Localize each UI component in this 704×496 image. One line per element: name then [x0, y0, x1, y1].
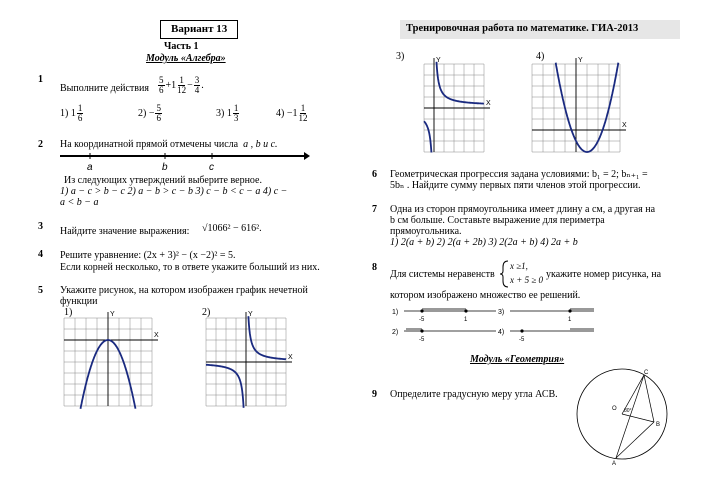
x-axis-label: X [288, 354, 293, 361]
q1-option: 3) 1 $\frac{1}{3}$ [216, 103, 239, 123]
q6-text: Геометрическая прогрессия задана условиями: b₁ = 2; bₙ₊₁ = [390, 169, 648, 180]
svg-text:1: 1 [568, 317, 572, 323]
q7-text-cont: b см больше. Составьте выражение для периметра [390, 215, 605, 226]
q8-text-cont: котором изображено множество ее решений. [390, 290, 581, 301]
svg-text:A: A [612, 461, 617, 467]
y-axis-label: Y [436, 57, 441, 64]
q7-text: Одна из сторон прямоугольника имеет длину a см, а другая на [390, 204, 656, 215]
q2-text: На координатной прямой отмечены числа a , b и c. [60, 139, 278, 150]
y-axis-label: Y [578, 57, 583, 64]
svg-text:O: O [612, 406, 617, 412]
circle-diagram [574, 366, 674, 466]
q8-text-cont: укажите номер рисунка, на [546, 269, 662, 280]
q5-text: Укажите рисунок, на котором изображен график нечетной [60, 285, 308, 296]
svg-text:C: C [644, 370, 649, 376]
x-axis-label: X [486, 100, 491, 107]
module-algebra-title: Модуль «Алгебра» [146, 53, 226, 64]
graph-label: 1) [64, 307, 73, 318]
graph-label: 3) [396, 51, 405, 62]
graph-1 [64, 311, 160, 414]
point-label: a [87, 162, 93, 173]
function-curve [424, 121, 431, 152]
question-number: 1 [38, 74, 43, 85]
ray-figures-left [392, 304, 505, 344]
q1-text: Выполните действия [60, 83, 149, 94]
q1-expression: $\frac{5}{6}$ +1 $\frac{1}{12}$ − $\frac{3}{4}$ . [159, 75, 204, 95]
variant-title: Вариант 13 [160, 20, 238, 39]
point-label: c [209, 162, 214, 173]
q5-text-cont: функции [60, 296, 98, 307]
question-number: 8 [372, 262, 377, 273]
x-axis-label: X [622, 122, 627, 129]
svg-text:B: B [656, 422, 661, 428]
q3-expression: √1066² − 616². [202, 223, 262, 234]
x-axis-label: X [154, 332, 159, 339]
function-curve [206, 365, 244, 408]
module-geometry-title: Модуль «Геометрия» [470, 354, 565, 365]
q1-option: 1) 1 $\frac{1}{6}$ [60, 103, 83, 123]
svg-text:3): 3) [498, 309, 505, 316]
q7-text-cont: прямоугольника. [390, 226, 462, 237]
graph-2 [206, 311, 293, 414]
ray-figures-right [498, 304, 598, 344]
svg-text:-5: -5 [519, 337, 525, 343]
q4-text: Решите уравнение: (2x + 3)² − (x −2)² = 5. [60, 250, 236, 261]
function-curve [437, 62, 484, 104]
point-label: b [162, 162, 168, 173]
svg-text:4): 4) [498, 329, 505, 336]
page-header: Тренировочная работа по математике. ГИА-2013 [400, 20, 680, 39]
function-curve [248, 316, 286, 359]
graph-4 [532, 57, 628, 160]
y-axis-label: Y [248, 311, 253, 318]
system-line-1: x ≥1, [510, 261, 528, 271]
q2-options: 1) a − c > b − c 2) a − b > c − b 3) c − b < c − a 4) c − [60, 186, 288, 197]
q1-option: 4) −1 $\frac{1}{12}$ [276, 103, 308, 123]
question-number: 7 [372, 204, 377, 215]
q3-text: Найдите значение выражения: [60, 226, 190, 237]
system-brace [500, 260, 510, 288]
question-number: 4 [38, 249, 43, 260]
y-axis-label: Y [110, 311, 115, 318]
svg-text:1): 1) [392, 309, 399, 316]
svg-text:2): 2) [392, 329, 399, 336]
question-number: 5 [38, 285, 43, 296]
q2-options-cont: a < b − a [60, 197, 99, 208]
system-line-2: x + 5 ≥ 0 [510, 275, 544, 285]
graph-3 [424, 57, 494, 160]
question-number: 3 [38, 221, 43, 232]
graph-label: 2) [202, 307, 211, 318]
q9-text: Определите градусную меру угла АСВ. [390, 389, 558, 400]
question-number: 2 [38, 139, 43, 150]
number-line [60, 150, 310, 174]
q1-option: 2) − $\frac{5}{6}$ [138, 103, 161, 123]
q7-options: 1) 2(a + b) 2) 2(a + 2b) 3) 2(2a + b) 4) 2a + b [390, 237, 578, 248]
q2-subtext: Из следующих утверждений выберите верное. [64, 175, 262, 186]
q6-text-cont: 5bₙ . Найдите сумму первых пяти членов этой прогрессии. [390, 180, 641, 191]
svg-text:1: 1 [464, 317, 468, 323]
svg-text:80°: 80° [624, 408, 632, 414]
q8-text: Для системы неравенств [390, 269, 495, 280]
q4-text-cont: Если корней несколько, то в ответе укажите больший из них. [60, 262, 320, 273]
question-number: 9 [372, 389, 377, 400]
part-title: Часть 1 [164, 41, 199, 52]
svg-text:-5: -5 [419, 317, 425, 323]
svg-text:-5: -5 [419, 337, 425, 343]
question-number: 6 [372, 169, 377, 180]
graph-label: 4) [536, 51, 545, 62]
